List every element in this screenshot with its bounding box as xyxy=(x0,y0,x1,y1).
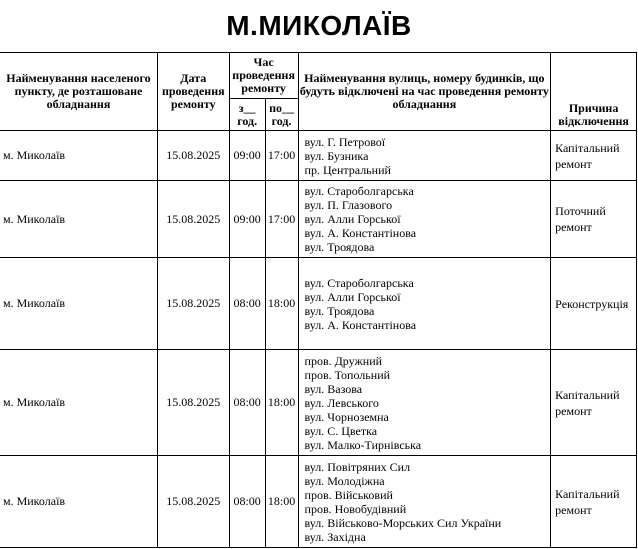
table-body xyxy=(0,131,637,548)
street-line: вул. Повітряних Сил xyxy=(304,459,411,474)
cell-time-from: 08:00 xyxy=(229,350,265,456)
reason-line: ремонт xyxy=(555,403,592,418)
street-line: вул. А. Константінова xyxy=(304,226,417,240)
cell-streets xyxy=(298,181,551,258)
cell-place: м. Миколаїв xyxy=(0,131,157,181)
reason-line: Капітальний xyxy=(555,486,620,501)
reason-line: Поточний xyxy=(555,204,606,218)
cell-reason xyxy=(551,181,637,258)
table-row xyxy=(0,131,637,181)
street-line: вул. Староболгарська xyxy=(304,275,414,290)
street-line: вул. Чорноземна xyxy=(304,409,389,424)
street-line: вул. Алли Горської xyxy=(304,212,401,226)
cell-time-to: 17:00 xyxy=(265,131,298,181)
table-row xyxy=(0,456,637,548)
cell-reason xyxy=(551,258,637,350)
cell-date: 15.08.2025 xyxy=(157,258,229,350)
street-line: вул. П. Глазового xyxy=(304,198,393,212)
cell-place: м. Миколаїв xyxy=(0,456,157,548)
reason-line: ремонт xyxy=(555,156,592,171)
cell-time-to: 18:00 xyxy=(265,456,298,548)
cell-time-from: 09:00 xyxy=(229,131,265,181)
street-line: вул. Молодіжна xyxy=(304,473,385,488)
header-reason-spacer xyxy=(551,53,637,99)
street-line: вул. Троядова xyxy=(304,303,375,318)
cell-streets xyxy=(298,131,551,181)
cell-date: 15.08.2025 xyxy=(157,131,229,181)
reason-line: Реконструкція xyxy=(555,296,629,311)
street-line: вул. Троядова xyxy=(304,240,375,254)
cell-reason xyxy=(551,456,637,548)
header-streets: Найменування вулиць, номеру будинків, що будуть відключені на час проведення ремонту обладнання xyxy=(298,53,551,131)
cell-streets xyxy=(298,258,551,350)
street-line: вул. С. Цветка xyxy=(304,423,378,438)
reason-line: Капітальний xyxy=(555,140,620,155)
table-row xyxy=(0,181,637,258)
street-line: пров. Дружний xyxy=(304,353,383,368)
street-line: пров. Новобудівний xyxy=(304,501,407,516)
cell-place: м. Миколаїв xyxy=(0,350,157,456)
cell-date: 15.08.2025 xyxy=(157,350,229,456)
cell-time-from: 08:00 xyxy=(229,258,265,350)
street-line: вул. Західна xyxy=(304,529,366,544)
reason-line: ремонт xyxy=(555,502,592,517)
cell-place: м. Миколаїв xyxy=(0,258,157,350)
street-line: вул. Військово-Морських Сил України xyxy=(304,515,502,530)
cell-streets xyxy=(298,456,551,548)
cell-place: м. Миколаїв xyxy=(0,181,157,258)
cell-streets xyxy=(298,350,551,456)
cell-reason xyxy=(551,131,637,181)
street-line: вул. Алли Горської xyxy=(304,289,401,304)
street-line: вул. Вазова xyxy=(304,381,363,396)
header-time-to: по__ год. xyxy=(265,99,298,131)
header-reason: Причина відключення xyxy=(551,99,637,131)
cell-date: 15.08.2025 xyxy=(157,181,229,258)
street-line: вул. Г. Петрової xyxy=(304,134,386,149)
street-line: пров. Топольний xyxy=(304,367,391,382)
header-place: Найменування населеного пункту, де розташоване обладнання xyxy=(0,53,157,131)
header-date: Дата проведення ремонту xyxy=(157,53,229,131)
street-line: вул. А. Константінова xyxy=(304,317,417,332)
street-line: вул. Левського xyxy=(304,395,379,410)
header-time-from: з__ год. xyxy=(229,99,265,131)
cell-time-to: 18:00 xyxy=(265,350,298,456)
cell-date: 15.08.2025 xyxy=(157,456,229,548)
street-line: вул. Малко-Тирнівська xyxy=(304,437,422,452)
street-line: пров. Військовий xyxy=(304,487,393,502)
cell-time-from: 09:00 xyxy=(229,181,265,258)
cell-time-to: 17:00 xyxy=(265,181,298,258)
reason-line: ремонт xyxy=(555,220,592,234)
page-title: М.МИКОЛАЇВ xyxy=(226,10,412,41)
street-line: пр. Центральний xyxy=(304,162,391,177)
street-line: вул. Бузника xyxy=(304,148,369,163)
cell-time-from: 08:00 xyxy=(229,456,265,548)
reason-line: Капітальний xyxy=(555,387,620,402)
table-row xyxy=(0,258,637,350)
outage-table xyxy=(0,52,637,548)
cell-time-to: 18:00 xyxy=(265,258,298,350)
street-line: вул. Староболгарська xyxy=(304,184,414,198)
header-time: Час проведення ремонту xyxy=(229,53,298,99)
table-row xyxy=(0,350,637,456)
cell-reason xyxy=(551,350,637,456)
